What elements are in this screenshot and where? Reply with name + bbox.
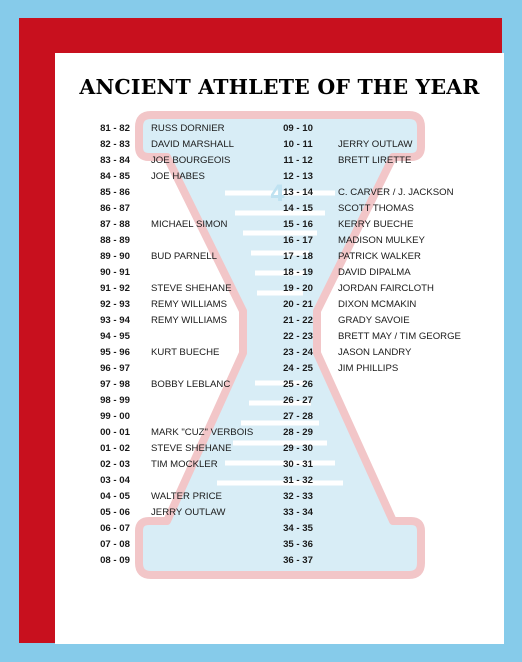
season-year: 95 - 96 [100,347,130,358]
season-year: 08 - 09 [100,555,130,566]
athlete-name [338,553,498,569]
athlete-name [338,537,498,553]
season-year: 29 - 30 [283,443,313,454]
athlete-name [151,553,291,569]
athlete-name: JORDAN FAIRCLOTH [338,283,434,294]
season-year: 84 - 85 [100,171,130,182]
page-title: ANCIENT ATHLETE OF THE YEAR [79,75,480,99]
athlete-name: JOE BOURGEOIS [151,155,231,166]
athlete-name: WALTER PRICE [151,491,222,502]
season-year: 24 - 25 [283,363,313,374]
athlete-name [151,393,291,409]
season-year: 88 - 89 [100,235,130,246]
athlete-name [338,441,498,457]
left-names-column [151,121,291,569]
athlete-name: JASON LANDRY [338,347,412,358]
athlete-name: REMY WILLIAMS [151,315,228,326]
athlete-name [151,409,291,425]
season-year: 21 - 22 [283,315,313,326]
season-year: 34 - 35 [283,523,313,534]
athlete-name [338,489,498,505]
athlete-name: BRETT LIRETTE [338,155,412,166]
season-year: 27 - 28 [283,411,313,422]
season-year: 87 - 88 [100,219,130,230]
season-year: 00 - 01 [100,427,130,438]
athlete-name [151,361,291,377]
season-year: 17 - 18 [283,251,313,262]
season-year: 22 - 23 [283,331,313,342]
season-year: 01 - 02 [100,443,130,454]
athlete-name: BOBBY LEBLANC [151,379,231,390]
athlete-name [338,393,498,409]
athlete-name [338,457,498,473]
season-year: 31 - 32 [283,475,313,486]
athlete-name [151,329,291,345]
athlete-name [151,185,291,201]
athlete-name [151,521,291,537]
season-year: 03 - 04 [100,475,130,486]
season-year: 86 - 87 [100,203,130,214]
season-year: 33 - 34 [283,507,313,518]
season-year: 06 - 07 [100,523,130,534]
season-year: 04 - 05 [100,491,130,502]
season-year: 19 - 20 [283,283,313,294]
season-year: 07 - 08 [100,539,130,550]
athlete-name: JIM PHILLIPS [338,363,399,374]
season-year: 15 - 16 [283,219,313,230]
athlete-name: BUD PARNELL [151,251,217,262]
athlete-name: MICHAEL SIMON [151,219,228,230]
athlete-name: TIM MOCKLER [151,459,218,470]
season-year: 30 - 31 [283,459,313,470]
season-year: 14 - 15 [283,203,313,214]
season-year: 93 - 94 [100,315,130,326]
athlete-name: MARK "CUZ" VERBOIS [151,427,254,438]
athlete-name [151,473,291,489]
season-year: 12 - 13 [283,171,313,182]
athlete-name: GRADY SAVOIE [338,315,410,326]
season-year: 90 - 91 [100,267,130,278]
season-year: 20 - 21 [283,299,313,310]
athlete-name: KERRY BUECHE [338,219,414,230]
season-year: 91 - 92 [100,283,130,294]
athlete-name [338,505,498,521]
athlete-name [338,521,498,537]
season-year: 89 - 90 [100,251,130,262]
athlete-name: RUSS DORNIER [151,123,225,134]
athlete-name: C. CARVER / J. JACKSON [338,187,454,198]
athlete-name: JERRY OUTLAW [338,139,413,150]
athlete-name [338,121,498,137]
season-year: 83 - 84 [100,155,130,166]
season-year: 82 - 83 [100,139,130,150]
season-year: 16 - 17 [283,235,313,246]
athlete-name: MADISON MULKEY [338,235,425,246]
season-year: 11 - 12 [283,155,313,166]
athlete-name [151,233,291,249]
season-year: 81 - 82 [100,123,130,134]
athlete-name: PATRICK WALKER [338,251,421,262]
season-year: 96 - 97 [100,363,130,374]
season-year: 36 - 37 [283,555,313,566]
athlete-name: REMY WILLIAMS [151,299,228,310]
athlete-name: JOE HABES [151,171,205,182]
athlete-name: SCOTT THOMAS [338,203,414,214]
athlete-name [151,201,291,217]
athlete-name [151,537,291,553]
athlete-name [338,409,498,425]
season-year: 26 - 27 [283,395,313,406]
season-year: 18 - 19 [283,267,313,278]
athlete-name: JERRY OUTLAW [151,507,226,518]
athlete-name: KURT BUECHE [151,347,220,358]
athlete-name [338,473,498,489]
document-page [55,53,504,644]
season-year: 32 - 33 [283,491,313,502]
athlete-name: STEVE SHEHANE [151,443,232,454]
season-year: 25 - 26 [283,379,313,390]
season-year: 02 - 03 [100,459,130,470]
season-year: 85 - 86 [100,187,130,198]
athlete-name [338,425,498,441]
athlete-name [151,265,291,281]
right-years-column [278,121,318,569]
athlete-name: DAVID MARSHALL [151,139,234,150]
athlete-name: DIXON MCMAKIN [338,299,417,310]
athlete-name: BRETT MAY / TIM GEORGE [338,331,461,342]
season-year: 05 - 06 [100,507,130,518]
season-year: 09 - 10 [283,123,313,134]
red-border-frame [19,18,502,643]
season-year: 97 - 98 [100,379,130,390]
season-year: 99 - 00 [100,411,130,422]
season-year: 13 - 14 [283,187,313,198]
athlete-name [338,169,498,185]
athlete-name: DAVID DIPALMA [338,267,411,278]
season-year: 92 - 93 [100,299,130,310]
athlete-name [338,377,498,393]
season-year: 23 - 24 [283,347,313,358]
left-years-column [95,121,135,569]
right-names-column [338,121,498,569]
season-year: 98 - 99 [100,395,130,406]
season-year: 28 - 29 [283,427,313,438]
season-year: 35 - 36 [283,539,313,550]
season-year: 10 - 11 [283,139,313,150]
logo-number-text: 4 [270,182,286,207]
athlete-name: STEVE SHEHANE [151,283,232,294]
season-year: 94 - 95 [100,331,130,342]
